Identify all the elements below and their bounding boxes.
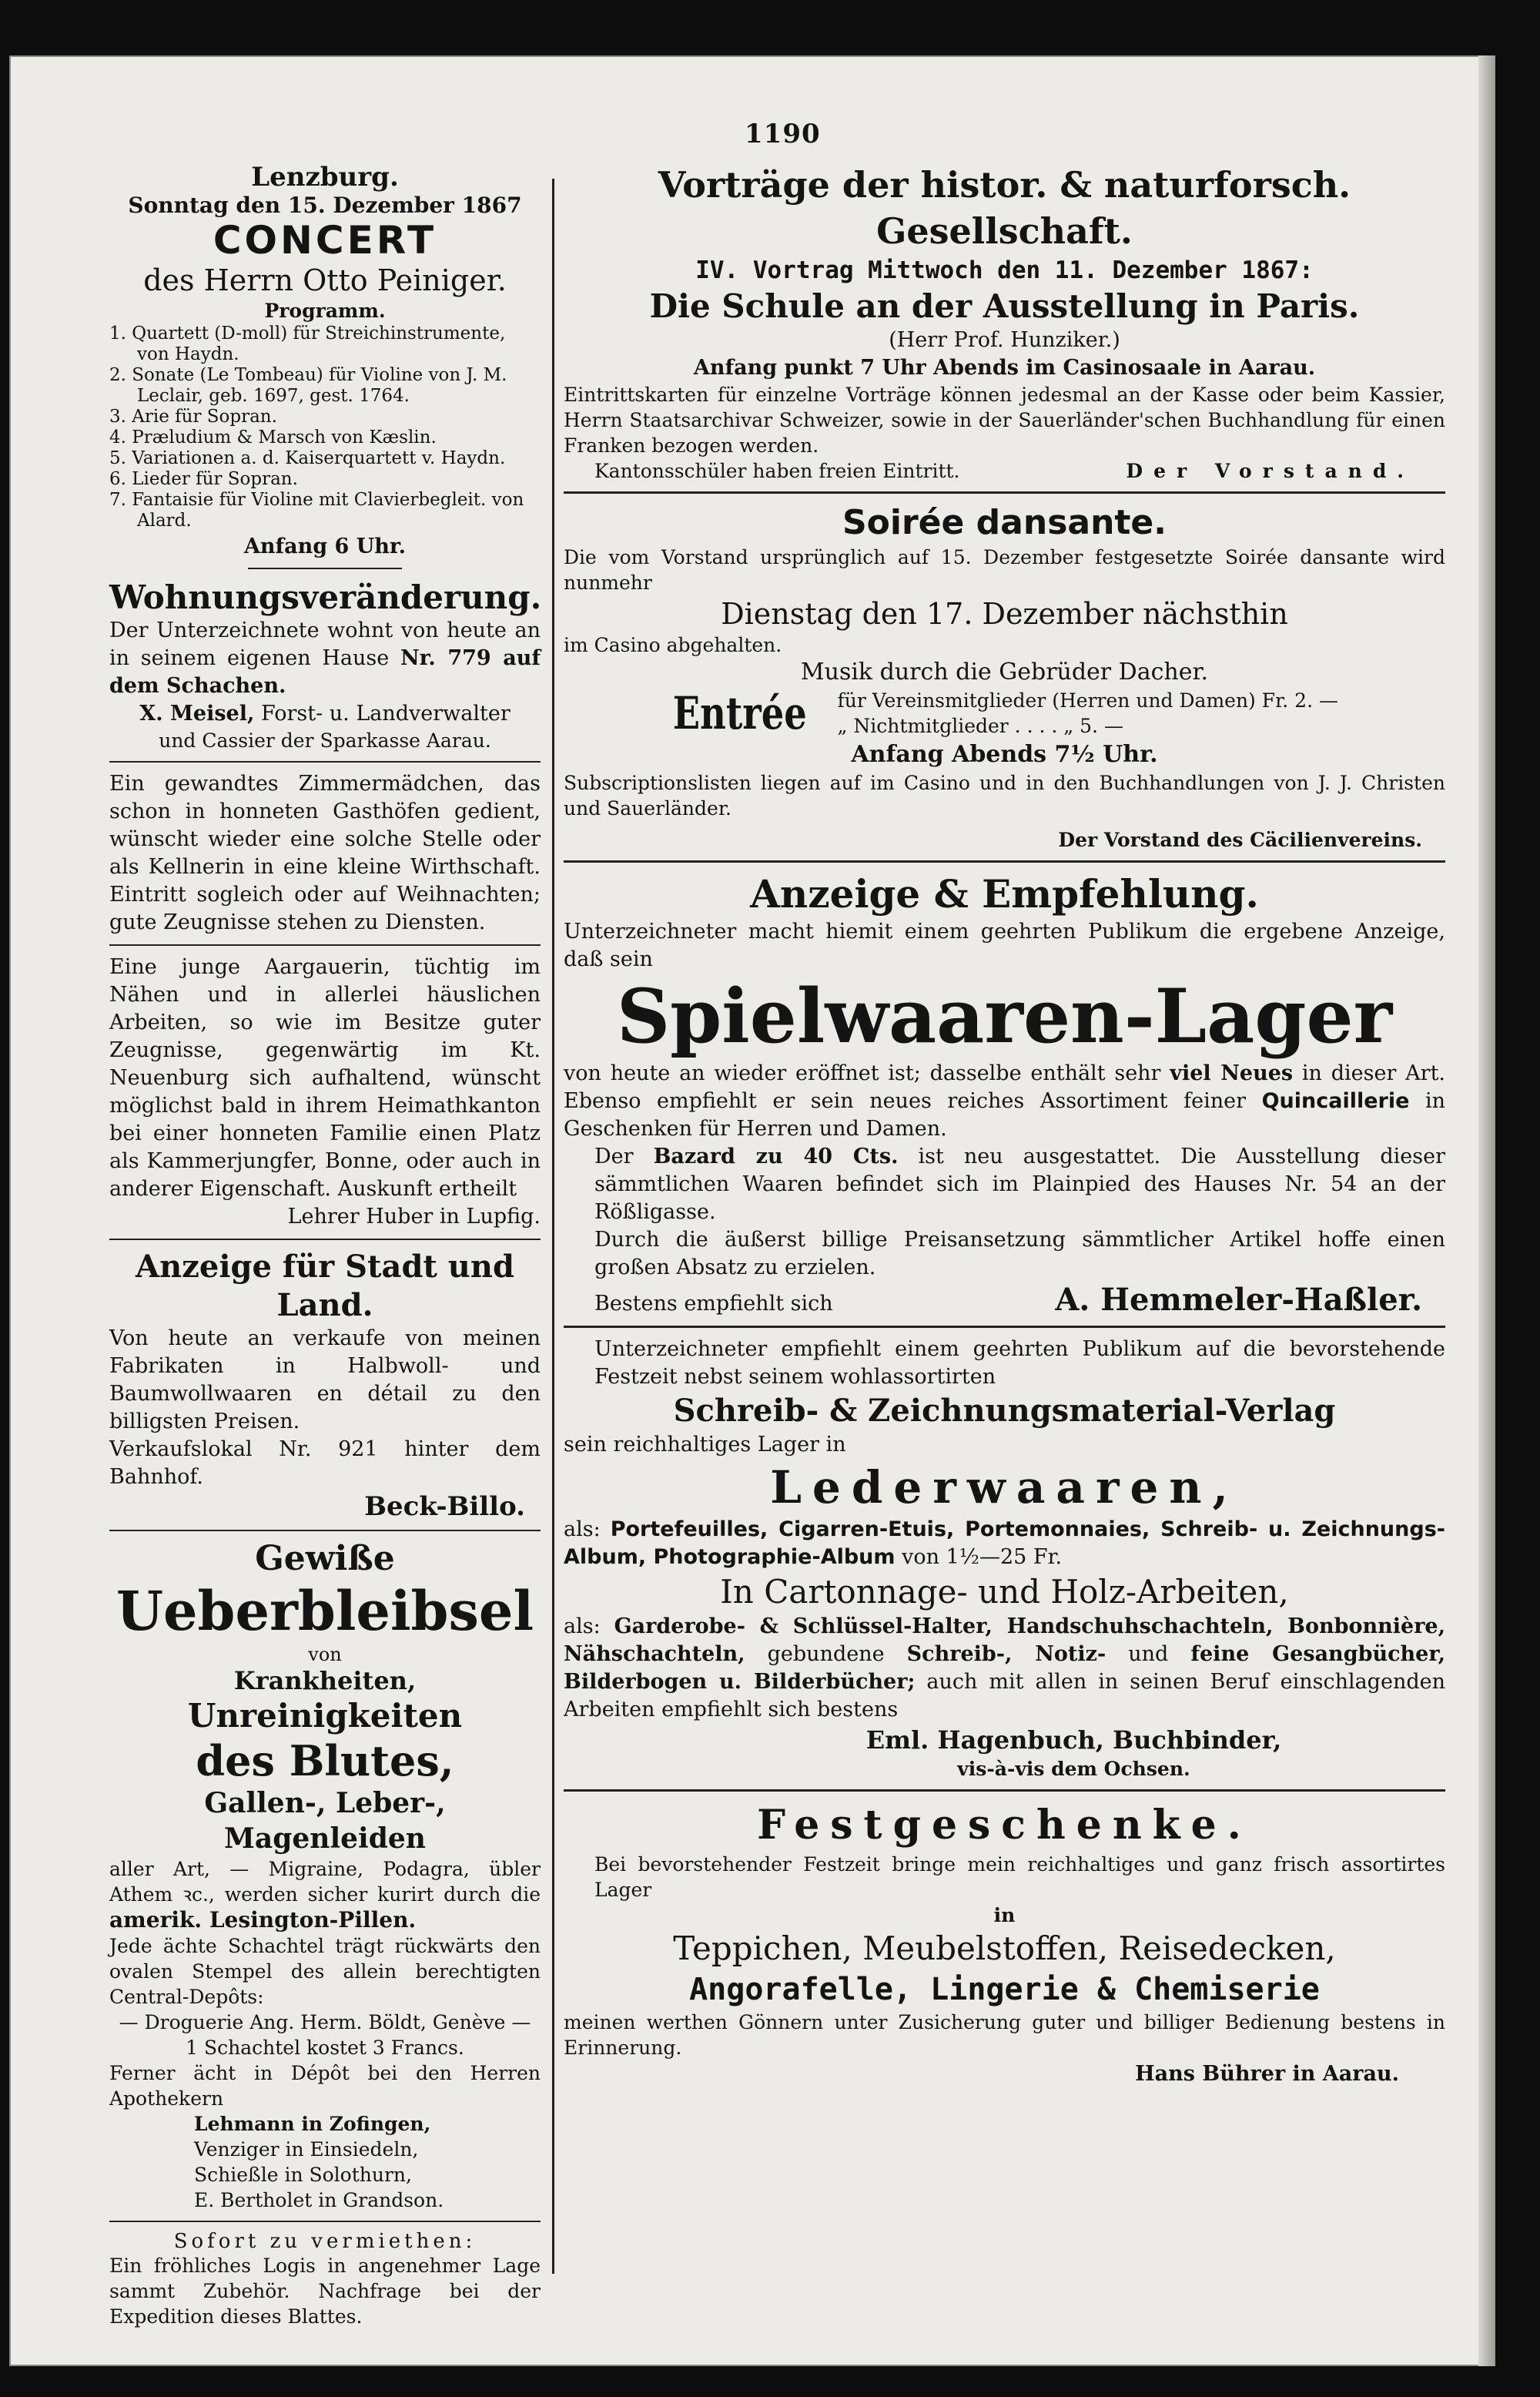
- stadt-land-sign: Beck-Billo.: [364, 1491, 525, 1522]
- soiree-sign: Der Vorstand des Cäcilienvereins.: [1058, 829, 1422, 851]
- soiree-start: Anfang Abends 7½ Uhr.: [851, 741, 1158, 768]
- vortraege-footer: [564, 458, 1445, 484]
- divider: [109, 1239, 541, 1240]
- papeterie-text-4a: als:: [564, 1614, 614, 1638]
- logis-ad: [109, 2230, 541, 2329]
- papeterie-text-1: Unterzeichneter empfiehlt einem geehrten Publikum auf die bevorstehende Festzeit nebst seinem wohlassortirten: [594, 1337, 1445, 1389]
- pillen-product: amerik. Lesington-Pillen.: [109, 1907, 417, 1933]
- programm-heading: Programm.: [264, 300, 386, 322]
- vortraege-note: Kantonsschüler haben freien Eintritt.: [594, 460, 960, 482]
- divider: [564, 1326, 1445, 1328]
- wohnung-text-1: Der Unterzeichnete wohnt von heute an in seinem eigenen Hause: [109, 619, 541, 670]
- concert-subtitle: des Herrn Otto Peiniger.: [143, 263, 507, 297]
- spielwaaren-closing: Bestens empfiehlt sich: [594, 1292, 833, 1316]
- papeterie-big: Lederwaaren,: [770, 1461, 1239, 1514]
- wohnung-sign: [109, 700, 541, 728]
- papeterie-text-3a: als:: [564, 1517, 611, 1541]
- fest-line-1: Teppichen, Meubelstoffen, Reisedecken,: [673, 1929, 1336, 1967]
- pillen-line-3: von: [308, 1644, 342, 1665]
- fest-line-2: Angorafelle, Lingerie & Chemiserie: [689, 1972, 1320, 2007]
- apotheker-item: Lehmann in Zofingen,: [194, 2113, 431, 2135]
- wohnung-ad: [109, 578, 541, 753]
- column-divider: [552, 179, 554, 2274]
- pillen-line-7: Gallen-, Leber-, Magenleiden: [204, 1787, 446, 1855]
- divider: [109, 2221, 541, 2222]
- pillen-line-1: Gewiße: [255, 1539, 395, 1578]
- concert-date: Sonntag den 15. Dezember 1867: [128, 193, 522, 218]
- papeterie-cart: In Cartonnage- und Holz-Arbeiten,: [720, 1573, 1289, 1611]
- vortraege-start: Anfang punkt 7 Uhr Abends im Casinosaale in Aarau.: [693, 356, 1316, 380]
- divider: [109, 944, 541, 946]
- papeterie-verlag: Schreib- & Zeichnungsmaterial-Verlag: [673, 1393, 1336, 1429]
- spielwaaren-text-2d: Quincaillerie: [1261, 1089, 1410, 1113]
- pillen-text-1-span: aller Art, — Migraine, Podagra, übler Athem ꝛc., werden sicher kurirt durch die: [109, 1858, 541, 1906]
- soiree-text-3: Subscriptionslisten liegen auf im Casino und in den Buchhandlungen von J. J. Christen und Sauerländer.: [564, 772, 1445, 820]
- fest-text-1: Bei bevorstehender Festzeit bringe mein reichhaltiges und ganz frisch assortirtes Lager: [594, 1853, 1445, 1901]
- right-column: [564, 162, 1445, 2088]
- papeterie-text-4f: feine Gesangbücher, Bilderbogen u. Bilderbücher;: [564, 1642, 1445, 1694]
- papeterie-text-4d: Schreib-, Notiz-: [906, 1642, 1106, 1666]
- pillen-text-3: Ferner ächt in Dépôt bei den Herren Apothekern: [109, 2062, 541, 2110]
- programm-item: 4. Præludium & Marsch von Kæslin.: [109, 427, 437, 448]
- newspaper-page: [9, 55, 1495, 2366]
- programm-item: 6. Lieder für Sopran.: [109, 469, 298, 489]
- vortraege-sign: Der Vorstand.: [1126, 460, 1414, 482]
- wohnung-text: [109, 617, 541, 700]
- fest-ad: [564, 1799, 1445, 2088]
- papeterie-text-4b: Garderobe- & Schlüssel-Halter, Handschuhschachteln, Bonbonnière, Nähschachteln,: [564, 1614, 1445, 1666]
- soiree-text-1: Die vom Vorstand ursprünglich auf 15. Dezember festgesetzte Soirée dansante wird nunmehr: [564, 546, 1445, 594]
- fest-text-2: meinen werthen Gönnern unter Zusicherung guter und billiger Bedienung bestens in Erinnerung.: [564, 2011, 1445, 2059]
- concert-start: Anfang 6 Uhr.: [243, 535, 407, 558]
- spielwaaren-text-3a: Der: [594, 1145, 654, 1168]
- vortraege-topic: Die Schule an der Ausstellung in Paris.: [649, 287, 1360, 325]
- soiree-date: Dienstag den 17. Dezember nächsthin: [721, 597, 1288, 631]
- spielwaaren-text-3b: Bazard zu 40 Cts.: [653, 1145, 899, 1168]
- divider: [109, 761, 541, 763]
- stadt-land-text: Von heute an verkaufe von meinen Fabrikaten in Halbwoll- und Baumwollwaaren en détail zu den billigsten Preisen.: [109, 1326, 541, 1433]
- papeterie-text-3: [564, 1516, 1445, 1571]
- pillen-line-4: Krankheiten,: [233, 1666, 417, 1695]
- apotheker-item: E. Bertholet in Grandson.: [194, 2189, 444, 2211]
- aargauerin-ad: [109, 954, 541, 1231]
- wohnung-role: Forst- u. Landverwalter: [254, 702, 511, 726]
- apotheker-item: Venziger in Einsiedeln,: [194, 2138, 419, 2161]
- logis-text: Ein fröhliches Logis in angenehmer Lage sammt Zubehör. Nachfrage bei der Expedition dieses Blattes.: [109, 2255, 541, 2328]
- wohnung-text-bold: Nr. 779 auf dem Schachen.: [109, 646, 541, 698]
- vortraege-ad: [564, 162, 1445, 484]
- pillen-text-1: [109, 1856, 541, 1933]
- soiree-entree: [564, 687, 1445, 739]
- spielwaaren-text-3: [564, 1143, 1445, 1226]
- page-edge: [1478, 55, 1495, 2366]
- spielwaaren-text-2a: von heute an wieder eröffnet ist; dasselbe enthält sehr: [564, 1061, 1170, 1085]
- soiree-music: Musik durch die Gebrüder Dacher.: [800, 659, 1209, 686]
- concert-title: CONCERT: [213, 218, 437, 263]
- divider: [564, 860, 1445, 863]
- pillen-depot: — Droguerie Ang. Herm. Böldt, Genève —: [119, 2011, 531, 2033]
- page-number: 1190: [745, 119, 821, 149]
- programm-list: [109, 324, 541, 531]
- pillen-text-2: Jede ächte Schachtel trägt rückwärts den ovalen Stempel des allein berechtigten Central-Depôts:: [109, 1935, 541, 2008]
- spielwaaren-text-2: [564, 1060, 1445, 1143]
- aargauerin-text: Eine junge Aargauerin, tüchtig im Nähen und in allerlei häuslichen Arbeiten, so wie im Besitze guter Zeugnisse, gegenwärtig im Kt. Neuenburg sich aufhaltend, wünscht möglichst bald in ihrem Heimathkanton bei einer honneten Familie einen Platz als Kammerjungfer, Bonne, oder auch in anderer Eigenschaft. Auskunft ertheilt: [109, 955, 541, 1201]
- left-column: [109, 162, 541, 2329]
- soiree-ad: [564, 501, 1445, 853]
- wohnung-role-2: und Cassier der Sparkasse Aarau.: [159, 729, 491, 752]
- wohnung-name: X. Meisel,: [139, 702, 255, 726]
- spielwaaren-text-2c: in dieser Art. Ebenso empfiehlt er sein neues reiches Assortiment feiner: [564, 1061, 1446, 1113]
- soiree-text-2: im Casino abgehalten.: [564, 634, 782, 656]
- papeterie-sign: Eml. Hagenbuch, Buchbinder,: [865, 1725, 1282, 1755]
- entree-price-2: „ Nichtmitglieder . . . . „ 5. —: [837, 715, 1123, 737]
- pillen-line-5: Unreinigkeiten: [187, 1697, 463, 1735]
- divider: [248, 568, 402, 569]
- entree-prices: [838, 688, 1338, 739]
- apotheker-list: [109, 2111, 541, 2213]
- aargauerin-sign: Lehrer Huber in Lupfig.: [287, 1205, 541, 1229]
- spielwaaren-text-1: Unterzeichneter macht hiemit einem geehrten Publikum die ergebene Anzeige, daß sein: [564, 920, 1445, 971]
- papeterie-text-4g: auch mit allen in seinen Beruf einschlagenden Arbeiten empfiehlt sich bestens: [564, 1670, 1445, 1721]
- papeterie-text-4: [564, 1613, 1445, 1724]
- divider: [564, 1789, 1445, 1792]
- concert-ad: [109, 162, 541, 558]
- stadt-land-ad: [109, 1248, 541, 1522]
- wohnung-heading: Wohnungsveränderung.: [109, 578, 542, 616]
- papeterie-sign-2: vis-à-vis dem Ochsen.: [957, 1758, 1190, 1780]
- stadt-land-lokal: Verkaufslokal Nr. 921 hinter dem Bahnhof.: [109, 1437, 541, 1489]
- papeterie-text-4c: gebundene: [745, 1642, 907, 1666]
- programm-item: 1. Quartett (D-moll) für Streichinstrumente, von Haydn.: [109, 324, 506, 364]
- spielwaaren-text-4: Durch die äußerst billige Preisansetzung sämmtlicher Artikel hoffe einen großen Absatz zu erzielen.: [594, 1228, 1445, 1279]
- logis-heading: Sofort zu vermiethen:: [173, 2230, 477, 2253]
- soiree-heading: Soirée dansante.: [842, 503, 1167, 542]
- programm-item: 2. Sonate (Le Tombeau) für Violine von J. M. Leclair, geb. 1697, gest. 1764.: [109, 365, 507, 406]
- programm-item: 3. Arie für Sopran.: [109, 407, 277, 427]
- papeterie-text-4e: und: [1106, 1642, 1191, 1666]
- spielwaaren-big: Spielwaaren-Lager: [616, 973, 1393, 1060]
- spielwaaren-footer: [564, 1282, 1445, 1318]
- pillen-ad: [109, 1539, 541, 2213]
- papeterie-text-2: sein reichhaltiges Lager in: [564, 1433, 846, 1457]
- pillen-price: 1 Schachtel kostet 3 Francs.: [186, 2037, 464, 2059]
- spielwaaren-text-2e: in Geschenken für Herren und Damen.: [564, 1089, 1446, 1141]
- pillen-line-2: Ueberbleibsel: [116, 1579, 534, 1643]
- programm-item: 5. Variationen a. d. Kaiserquartett v. Haydn.: [109, 448, 506, 468]
- papeterie-text-3c: von 1½—25 Fr.: [895, 1545, 1063, 1569]
- entree-price-1: für Vereinsmitglieder (Herren und Damen) Fr. 2. —: [837, 689, 1338, 712]
- apotheker-item: Schießle in Solothurn,: [194, 2164, 412, 2186]
- vortraege-text: Eintrittskarten für einzelne Vorträge können jedesmal an der Kasse oder beim Kassier, Herrn Staatsarchivar Schweizer, sowie in der Sauerländer'schen Buchhandlung für einen Franken bezogen werden.: [564, 384, 1445, 457]
- spielwaaren-heading: Anzeige & Empfehlung.: [750, 871, 1259, 917]
- vortraege-line-1: IV. Vortrag Mittwoch den 11. Dezember 1867:: [695, 256, 1314, 284]
- concert-city: Lenzburg.: [251, 162, 399, 193]
- pillen-line-6: des Blutes,: [196, 1736, 454, 1785]
- fest-heading: Festgeschenke.: [757, 1802, 1252, 1849]
- entree-label: Entrée: [672, 687, 807, 739]
- vortraege-heading: Vorträge der histor. & naturforsch. Gesellschaft.: [658, 164, 1351, 252]
- spielwaaren-sign: A. Hemmeler-Haßler.: [1055, 1282, 1422, 1318]
- zimmer-ad: Ein gewandtes Zimmermädchen, das schon in honneten Gasthöfen gedient, wünscht wieder eine solche Stelle oder als Kellnerin in eine kleine Wirthschaft. Eintritt sogleich oder auf Weihnachten; gute Zeugnisse stehen zu Diensten.: [109, 772, 541, 934]
- spielwaaren-ad: [564, 870, 1445, 1318]
- fest-sign: Hans Bührer in Aarau.: [1135, 2062, 1399, 2086]
- spielwaaren-text-3c: ist neu ausgestattet. Die Ausstellung dieser sämmtlichen Waaren befindet sich im Plainpied des Hauses Nr. 54 an der Rößligasse.: [594, 1145, 1446, 1224]
- stadt-land-heading: Anzeige für Stadt und Land.: [136, 1249, 514, 1323]
- papeterie-text-3b: Portefeuilles, Cigarren-Etuis, Portemonnaies, Schreib- u. Zeichnungs-Album, Photographie-Album: [564, 1517, 1445, 1569]
- divider: [109, 1530, 541, 1531]
- spielwaaren-text-2b: viel Neues: [1170, 1061, 1294, 1085]
- papeterie-ad: [564, 1336, 1445, 1782]
- divider: [564, 491, 1445, 494]
- vortraege-speaker: (Herr Prof. Hunziker.): [889, 328, 1120, 352]
- fest-in: in: [993, 1904, 1016, 1926]
- programm-item: 7. Fantaisie für Violine mit Clavierbegleit. von Alard.: [109, 490, 524, 531]
